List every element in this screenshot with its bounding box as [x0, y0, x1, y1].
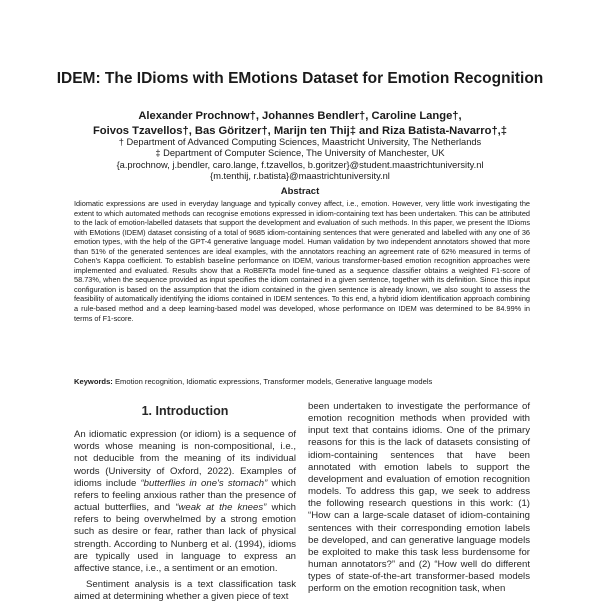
idiom-example-butterflies: “butterflies in one's stomach” — [140, 477, 268, 489]
affiliation-maastricht: † Department of Advanced Computing Sciences, Maastricht University, The Netherlands — [118, 137, 482, 147]
intro-text-1a: An idiomatic expression (or idiom) is a sequence of words whose meaning is non-compositional, i.e., not deducible from the meaning of its individual words (University of Oxford, 2022). Examples of idioms include — [74, 429, 296, 489]
affiliations — [0, 137, 600, 183]
staff-emails: {m.tenthij, r.batista}@maastrichtuniversity.nl — [210, 171, 390, 182]
idiom-example-weak-knees: “weak at the knees” — [175, 502, 267, 514]
student-emails: {a.prochnow, j.bendler, caro.lange, f.tzavellos, b.goritzer}@student.maastrichtuniversity.nl — [116, 159, 484, 170]
intro-paragraph-2: Sentiment analysis is a text classification task aimed at determining whether a given piece of text — [74, 579, 296, 603]
affiliation-manchester: ‡ Department of Computer Science, The University of Manchester, UK — [155, 148, 445, 159]
introduction-heading: 1. Introduction — [141, 404, 229, 418]
keywords — [74, 377, 530, 387]
authors-line-1: Alexander Prochnow†, Johannes Bendler†, Caroline Lange†, — [138, 110, 462, 122]
intro-paragraph-1 — [74, 429, 296, 575]
intro-text-1c: which refers to feeling anxious rather than the presence of actual butterflies, and — [74, 477, 296, 514]
authors-line-2: Foivos Tzavellos†, Bas Göritzer†, Marijn ten Thij‡ and Riza Batista-Navarro†,‡ — [92, 125, 508, 137]
intro-right-paragraph: been undertaken to investigate the performance of emotion recognition methods when provided with input text that contains idioms. One of the primary reasons for this is the lack of datasets consisting of idiom-containing sentences that have been annotated with emotion labels to support the development and evaluation of emotion recognition models. To address this gap, we seek to address the following research questions in this work: (1) “How can a large-scale dataset of idiom-containing sentences with their corresponding emotion labels be developed, and can generative language models be exploited to make this task less burdensome for human annotators?” and (2) “How well do different types of state-of-the-art transformer-based models perform on the emotion recognition task, when — [308, 401, 530, 595]
author-list — [0, 109, 600, 139]
abstract-text: Idiomatic expressions are used in everyday language and typically convey affect, i.e., emotion. However, very little work investigating the extent to which automated methods can recognise emotions expressed in idiom-containing text has been undertaken. This can be attributed to the lack of emotion-labelled datasets that support the development and evaluation of such methods. In this paper, we present the IDioms with EMotions (IDEM) dataset consisting of a total of 9685 idiom-containing sentences that were generated and labelled with any one of 36 emotion types, with the help of the GPT-4 generative language model. Human validation by two independent annotators showed that more than 51% of the generated sentences are ideal examples, with the annotators reaching an agreement rate of 62% measured in terms of Cohen's Kappa coefficient. To establish baseline performance on IDEM, various transformer-based emotion recognition approaches were implemented and evaluated. Results show that a RoBERTa model fine-tuned as a sequence classifier obtains a weighted F1-score of 58.73%, when the sequence provided as input specifies the idiom contained in a given sentence, together with its definition. Since this input configuration is based on the assumption that the idiom contained in the given sentence is already known, we also sought to assess the feasibility of automatically identifying the idioms contained in IDEM sentences. To this end, a hybrid idiom identification approach combining a rule-based method and a deep learning-based model was developed, whose performance on IDEM was determined to be 84.99% in terms of F1-score. — [74, 199, 530, 323]
keywords-text: Emotion recognition, Idiomatic expressions, Transformer models, Generative language models — [114, 377, 433, 386]
right-column — [308, 401, 530, 596]
paper-title: IDEM: The IDioms with EMotions Dataset for Emotion Recognition — [56, 70, 544, 87]
keywords-label: Keywords: — [74, 377, 113, 386]
left-column — [74, 405, 296, 603]
abstract-heading: Abstract — [280, 186, 320, 197]
intro-text-1e: which refers to being overwhelmed by a strong emotion such as desire or fear, rather than lack of physical strength. According to Nunberg et al. (1994), idioms are typically used in language to express an affective stance, i.e., a sentiment or an emotion. — [74, 502, 296, 574]
